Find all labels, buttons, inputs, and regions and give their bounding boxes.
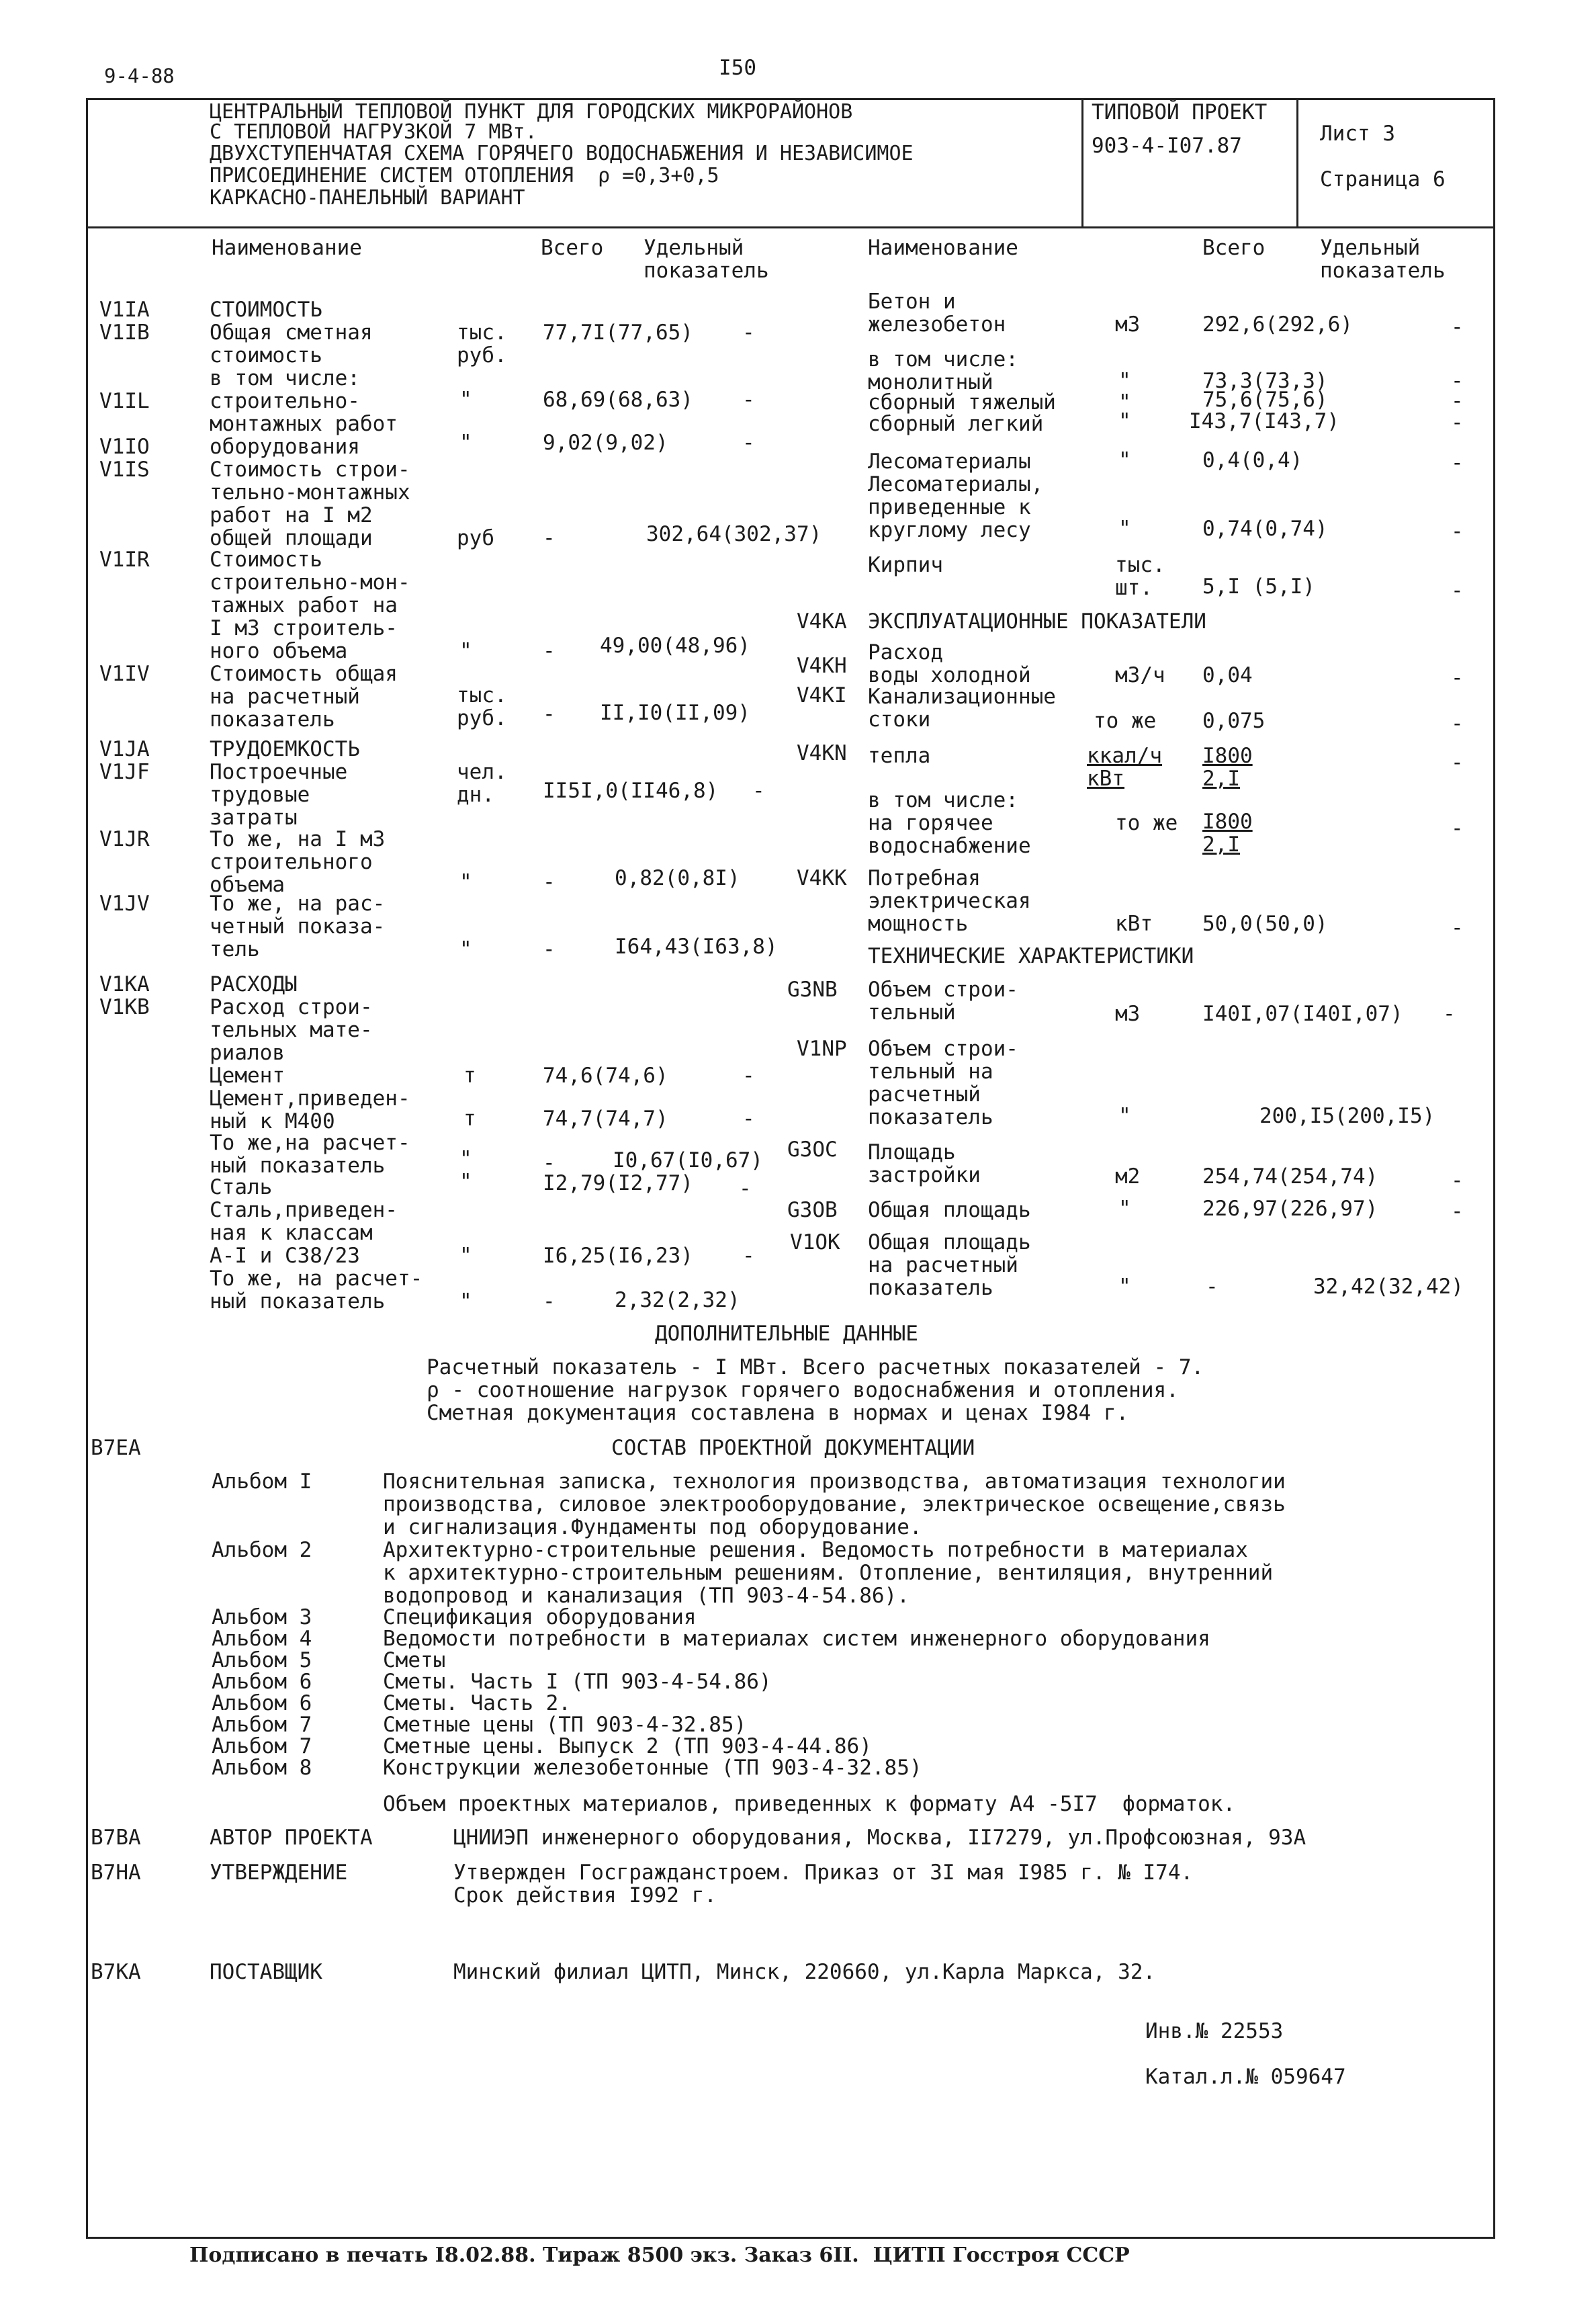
table-row-name: тепла bbox=[868, 744, 931, 768]
table-row-unit: ккал/ч кВт bbox=[1087, 744, 1162, 791]
table-row-total: - bbox=[543, 870, 556, 894]
author-label: АВТОР ПРОЕКТА bbox=[210, 1826, 373, 1850]
table-row-unit: т bbox=[463, 1107, 476, 1131]
list-item-text: Ведомости потребности в материалах систем инженерного оборудования bbox=[383, 1627, 1210, 1651]
list-item-label: Альбом 6 bbox=[212, 1691, 312, 1715]
table-row-specific: I64,43(I63,8) bbox=[615, 935, 778, 959]
title-line-4: ПРИСОЕДИНЕНИЕ СИСТЕМ ОТОПЛЕНИЯ ρ =0,3+0,5 bbox=[210, 164, 719, 187]
table-row-unit: " bbox=[1118, 517, 1131, 541]
table-row-unit: то же bbox=[1094, 709, 1157, 733]
table-row-unit: " bbox=[459, 1170, 472, 1194]
table-row-specific: 2,32(2,32) bbox=[615, 1288, 740, 1312]
list-item-text: Спецификация оборудования bbox=[383, 1605, 697, 1629]
table-row-total: - bbox=[1206, 1275, 1218, 1299]
section-heading-operational: ЭКСПЛУАТАЦИОННЫЕ ПОКАЗАТЕЛИ bbox=[868, 609, 1206, 634]
table-row-code: G3OC bbox=[787, 1138, 838, 1162]
author-code: B7BA bbox=[91, 1826, 141, 1850]
col-right-total: Всего bbox=[1202, 236, 1266, 260]
table-row-total: I2,79(I2,77) bbox=[543, 1171, 693, 1195]
inventory-number: Инв.№ 22553 bbox=[1145, 2019, 1284, 2043]
list-item-label: Альбом 3 bbox=[212, 1605, 312, 1629]
table-row-unit: " bbox=[1118, 448, 1131, 472]
sheet-label: Лист 3 bbox=[1320, 122, 1395, 146]
table-row-unit: " bbox=[1118, 409, 1131, 433]
table-row-total: 0,075 bbox=[1202, 709, 1266, 733]
table-row-code: V1JV bbox=[99, 892, 150, 916]
table-row-unit: тыс. шт. bbox=[1115, 553, 1165, 600]
table-row-total: 0,04 bbox=[1202, 663, 1253, 687]
series-mark: 9-4-88 bbox=[104, 65, 175, 87]
table-row-total: 73,3(73,3) bbox=[1202, 369, 1328, 393]
table-row-specific: - bbox=[1451, 1168, 1464, 1193]
table-row-name: Расход воды холодной bbox=[868, 640, 1031, 687]
table-row-name: ТРУДОЕМКОСТЬ Построечные трудовые затраты bbox=[210, 737, 360, 830]
table-row-total: 9,02(9,02) bbox=[543, 431, 668, 455]
table-row-specific: - bbox=[1451, 666, 1464, 690]
documentation-heading: СОСТАВ ПРОЕКТНОЙ ДОКУМЕНТАЦИИ bbox=[611, 1436, 975, 1460]
table-row-name: Бетон и железобетон bbox=[868, 290, 1006, 337]
table-row-specific: - bbox=[1451, 816, 1464, 841]
documentation-volume: Объем проектных материалов, приведенных к формату А4 -5I7 форматок. bbox=[383, 1792, 1236, 1816]
table-row-total: 50,0(50,0) bbox=[1202, 912, 1328, 936]
table-row-total: I6,25(I6,23) bbox=[543, 1244, 693, 1268]
approval-code: B7HA bbox=[91, 1861, 141, 1885]
table-row-name: Сталь,приведен- ная к классам А-I и С38/23 bbox=[210, 1198, 398, 1268]
table-row-unit: м3/ч bbox=[1115, 663, 1165, 687]
table-row-unit: " bbox=[459, 870, 472, 894]
author-text: ЦНИИЭП инженерного оборудования, Москва, II7279, ул.Профсоюзная, 93А bbox=[453, 1826, 1306, 1850]
table-row-total: 74,6(74,6) bbox=[543, 1064, 668, 1088]
list-item-text: Конструкции железобетонные (ТП 903-4-32.85) bbox=[383, 1756, 922, 1780]
table-row-specific: - bbox=[1451, 519, 1464, 544]
table-row-name: Сталь bbox=[210, 1175, 273, 1199]
table-row-code: V4KN bbox=[797, 741, 847, 765]
table-row-specific: - bbox=[742, 1244, 755, 1268]
table-row-specific: - bbox=[1451, 315, 1464, 339]
list-item-label: Альбом I bbox=[212, 1469, 312, 1494]
table-row-unit: " bbox=[459, 388, 472, 412]
table-row-code: V1IO V1IS bbox=[99, 435, 150, 482]
list-item-text: Архитектурно-строительные решения. Ведомость потребности в материалах к архитектурно-строительным решениям. Отопление, вентиляция, внутренний водопровод и канализация (ТП 903-4-54.86). bbox=[383, 1538, 1274, 1608]
table-row-total: - bbox=[543, 526, 556, 550]
table-row-unit: " bbox=[459, 1147, 472, 1171]
list-item-label: Альбом 7 bbox=[212, 1713, 312, 1737]
table-row-specific: 0,82(0,8I) bbox=[615, 866, 740, 890]
table-row-specific: - bbox=[1451, 751, 1464, 775]
table-row-name: Площадь застройки bbox=[868, 1140, 981, 1187]
table-row-name: строительно- монтажных работ bbox=[210, 389, 398, 436]
approval-label: УТВЕРЖДЕНИЕ bbox=[210, 1861, 348, 1885]
table-row-specific: - bbox=[1451, 579, 1464, 603]
header-vdivider-2 bbox=[1296, 98, 1298, 226]
approval-text: Утвержден Госгражданстроем. Приказ от 3I мая I985 г. № I74. Срок действия I992 г. bbox=[453, 1861, 1194, 1908]
title-line-3: ДВУХСТУПЕНЧАТАЯ СХЕМА ГОРЯЧЕГО ВОДОСНАБЖЕНИЯ И НЕЗАВИСИМОЕ bbox=[210, 142, 914, 165]
additional-line-3: Сметная документация составлена в нормах и ценах I984 г. bbox=[427, 1401, 1129, 1425]
table-row-specific: - bbox=[1451, 712, 1464, 736]
table-row-name: Цемент,приведен- ный к М400 bbox=[210, 1086, 410, 1134]
table-row-name: Общая площадь bbox=[868, 1198, 1031, 1222]
table-row-name: Стоимость строительно-мон- тажных работ на I м3 строитель- ного объема bbox=[210, 548, 410, 663]
table-row-unit: кВт bbox=[1115, 912, 1153, 936]
table-row-total: - bbox=[543, 1151, 556, 1175]
table-row-total: 74,7(74,7) bbox=[543, 1107, 668, 1131]
page-number: I50 bbox=[719, 56, 756, 80]
table-row-code: V1IV bbox=[99, 662, 150, 686]
table-row-specific: - bbox=[1451, 1199, 1464, 1224]
table-row-total: - bbox=[543, 1289, 556, 1314]
table-row-total: 226,97(226,97) bbox=[1202, 1197, 1378, 1221]
table-row-code: V1IL bbox=[99, 389, 150, 413]
table-row-unit: " bbox=[459, 639, 472, 663]
title-line-5: КАРКАСНО-ПАНЕЛЬНЫЙ ВАРИАНТ bbox=[210, 186, 525, 210]
table-row-specific: - bbox=[1451, 916, 1464, 940]
table-row-name: То же, на расчет- ный показатель bbox=[210, 1267, 423, 1314]
table-row-name: То же,на расчет- ный показатель bbox=[210, 1131, 410, 1178]
table-row-name: То же, на I м3 строительного объема bbox=[210, 827, 386, 897]
title-line-1: ЦЕНТРАЛЬНЫЙ ТЕПЛОВОЙ ПУНКТ ДЛЯ ГОРОДСКИХ МИКРОРАЙОНОВ bbox=[210, 100, 853, 124]
table-row-name: в том числе: на горячее водоснабжение bbox=[868, 788, 1031, 858]
table-row-name: Стоимость общая на расчетный показатель bbox=[210, 662, 398, 732]
col-left-total: Всего bbox=[541, 236, 604, 260]
table-row-specific: - bbox=[1451, 369, 1464, 393]
list-item-text: Сметы. Часть 2. bbox=[383, 1691, 571, 1715]
table-row-total: - bbox=[543, 639, 556, 663]
table-row-name: Лесоматериалы bbox=[868, 450, 1031, 474]
table-row-name: Объем строи- тельный на расчетный показатель bbox=[868, 1037, 1018, 1129]
table-row-code: V4KI bbox=[797, 683, 847, 708]
table-row-unit: т bbox=[463, 1064, 476, 1088]
table-row-unit: " bbox=[1118, 1104, 1131, 1128]
table-row-total: 254,74(254,74) bbox=[1202, 1164, 1378, 1189]
table-row-unit: тыс. руб. bbox=[457, 683, 507, 730]
table-row-name: Лесоматериалы, приведенные к круглому лесу bbox=[868, 472, 1044, 542]
table-row-specific: 32,42(32,42) bbox=[1313, 1275, 1464, 1299]
supplier-text: Минский филиал ЦИТП, Минск, 220660, ул.Карла Маркса, 32. bbox=[453, 1960, 1156, 1984]
table-row-code: V1IA V1IB bbox=[99, 298, 150, 345]
table-row-total: 77,7I(77,65) bbox=[543, 320, 693, 345]
table-row-unit: м3 bbox=[1115, 1002, 1141, 1026]
table-row-specific: 200,I5(200,I5) bbox=[1259, 1104, 1435, 1128]
table-row-unit: тыс. руб. bbox=[457, 320, 507, 368]
table-row-code: G3NB bbox=[787, 978, 838, 1002]
table-row-unit: " bbox=[1118, 1197, 1131, 1221]
table-row-specific: - bbox=[752, 779, 765, 803]
table-row-unit: руб bbox=[457, 526, 494, 550]
table-row-code: V4KA bbox=[797, 609, 847, 634]
list-item-text: Сметные цены. Выпуск 2 (ТП 903-4-44.86) bbox=[383, 1734, 872, 1758]
table-row-specific: I0,67(I0,67) bbox=[613, 1148, 763, 1172]
table-row-code: V1JA V1JF bbox=[99, 737, 150, 784]
table-row-name: в том числе: монолитный bbox=[868, 347, 1018, 394]
table-row-total: 292,6(292,6) bbox=[1202, 312, 1353, 337]
table-row-total: 75,6(75,6) bbox=[1202, 388, 1328, 412]
table-row-name: Общая площадь на расчетный показатель bbox=[868, 1230, 1031, 1300]
additional-line-1: Расчетный показатель - I МВт. Всего расчетных показателей - 7. bbox=[427, 1355, 1204, 1379]
table-row-total: I800 2,I bbox=[1202, 810, 1253, 857]
table-row-name: Канализационные стоки bbox=[868, 685, 1056, 732]
table-row-name: РАСХОДЫ Расход строи- тельных мате- риалов bbox=[210, 972, 373, 1065]
table-row-specific: - bbox=[1451, 389, 1464, 413]
table-row-code: G3OB bbox=[787, 1198, 838, 1222]
table-row-code: V1IR bbox=[99, 548, 150, 572]
table-row-unit: м2 bbox=[1115, 1164, 1141, 1189]
table-row-specific: - bbox=[742, 1064, 755, 1088]
additional-line-2: ρ - соотношение нагрузок горячего водоснабжения и отопления. bbox=[427, 1378, 1179, 1402]
section-heading-technical: ТЕХНИЧЕСКИЕ ХАРАКТЕРИСТИКИ bbox=[868, 944, 1194, 968]
print-footer: Подписано в печать I8.02.88. Тираж 8500 экз. Заказ 6II. ЦИТП Госстроя СССР bbox=[189, 2243, 1130, 2267]
table-row-specific: - bbox=[739, 1177, 752, 1201]
list-item-label: Альбом 4 bbox=[212, 1627, 312, 1651]
supplier-label: ПОСТАВЩИК bbox=[210, 1960, 322, 1984]
table-row-total: 0,4(0,4) bbox=[1202, 448, 1303, 472]
table-row-total: I800 2,I bbox=[1202, 744, 1253, 791]
list-item-text: Пояснительная записка, технология производства, автоматизация технологии производства, силовое электрооборудование, электрическое освещение,связь и сигнализация.Фундаменты под оборудование. bbox=[383, 1469, 1286, 1539]
list-item-text: Сметы. Часть I (ТП 903-4-54.86) bbox=[383, 1670, 772, 1694]
table-row-code: V1NP bbox=[797, 1037, 847, 1061]
list-item-label: Альбом 2 bbox=[212, 1538, 312, 1562]
list-item-label: Альбом 7 bbox=[212, 1734, 312, 1758]
table-row-unit: " bbox=[459, 937, 472, 961]
table-row-total: 5,I (5,I) bbox=[1202, 574, 1315, 599]
table-row-code: V1KA V1KB bbox=[99, 972, 150, 1019]
list-item-label: Альбом 8 bbox=[212, 1756, 312, 1780]
col-left-specific: Удельный показатель bbox=[644, 236, 769, 283]
table-row-specific: - bbox=[1451, 451, 1464, 475]
project-number: 903-4-I07.87 bbox=[1092, 134, 1242, 158]
table-row-name: сборный легкий bbox=[868, 412, 1044, 436]
table-row-name: СТОИМОСТЬ Общая сметная стоимость в том числе: bbox=[210, 298, 373, 390]
table-row-specific: - bbox=[1451, 411, 1464, 435]
table-row-specific: II,I0(II,09) bbox=[600, 701, 750, 725]
table-row-name: Кирпич bbox=[868, 553, 943, 577]
table-row-total: - bbox=[543, 937, 556, 961]
table-row-name: Объем строи- тельный bbox=[868, 978, 1018, 1025]
table-row-total: - bbox=[543, 702, 556, 726]
documentation-code: B7EA bbox=[91, 1436, 141, 1460]
table-row-total: 68,69(68,63) bbox=[543, 388, 693, 412]
table-row-name: Цемент bbox=[210, 1064, 285, 1088]
table-row-unit: " bbox=[1118, 369, 1131, 393]
table-row-unit: чел. дн. bbox=[457, 760, 507, 807]
table-row-unit: м3 bbox=[1115, 312, 1141, 337]
table-row-specific: 49,00(48,96) bbox=[600, 634, 750, 658]
table-row-code: V1JR bbox=[99, 827, 150, 851]
col-right-name: Наименование bbox=[868, 236, 1018, 260]
table-row-total: II5I,0(II46,8) bbox=[543, 779, 719, 803]
list-item-label: Альбом 5 bbox=[212, 1648, 312, 1672]
table-row-code: V4KH bbox=[797, 654, 847, 678]
table-row-unit: " bbox=[459, 1289, 472, 1314]
additional-heading: ДОПОЛНИТЕЛЬНЫЕ ДАННЫЕ bbox=[655, 1322, 918, 1346]
table-row-code: V4KK bbox=[797, 866, 847, 890]
table-row-code: V1OK bbox=[790, 1230, 840, 1254]
table-row-name: То же, на рас- четный показа- тель bbox=[210, 892, 386, 961]
table-row-total: I40I,07(I40I,07) bbox=[1202, 1002, 1403, 1026]
list-item-text: Сметные цены (ТП 903-4-32.85) bbox=[383, 1713, 747, 1737]
table-row-specific: - bbox=[742, 388, 755, 412]
title-line-2: С ТЕПЛОВОЙ НАГРУЗКОЙ 7 МВт. bbox=[210, 120, 537, 144]
table-row-specific: 302,64(302,37) bbox=[646, 522, 822, 546]
table-row-unit: " bbox=[459, 431, 472, 455]
table-row-total: I43,7(I43,7) bbox=[1189, 409, 1339, 433]
list-item-text: Сметы bbox=[383, 1648, 446, 1672]
table-row-name: оборудования Стоимость строи- тельно-монтажных работ на I м2 общей площади bbox=[210, 435, 410, 550]
table-row-specific: - bbox=[1443, 1002, 1456, 1026]
table-row-unit: " bbox=[1118, 390, 1131, 415]
list-item-label: Альбом 6 bbox=[212, 1670, 312, 1694]
table-row-unit: то же bbox=[1115, 811, 1178, 835]
page-label: Страница 6 bbox=[1320, 167, 1446, 191]
header-divider bbox=[86, 226, 1493, 228]
table-row-specific: - bbox=[742, 1107, 755, 1131]
table-row-name: Потребная электрическая мощность bbox=[868, 866, 1031, 936]
supplier-code: B7KA bbox=[91, 1960, 141, 1984]
catalog-number: Катал.л.№ 059647 bbox=[1145, 2065, 1346, 2089]
table-row-unit: " bbox=[459, 1244, 472, 1268]
table-row-unit: " bbox=[1118, 1275, 1131, 1299]
header-vdivider-1 bbox=[1081, 98, 1083, 226]
col-left-name: Наименование bbox=[212, 236, 362, 260]
project-label: ТИПОВОЙ ПРОЕКТ bbox=[1092, 100, 1268, 124]
col-right-specific: Удельный показатель bbox=[1320, 236, 1446, 283]
table-row-name: сборный тяжелый bbox=[868, 390, 1056, 415]
table-row-specific: - bbox=[742, 431, 755, 455]
table-row-total: 0,74(0,74) bbox=[1202, 517, 1328, 541]
table-row-specific: - bbox=[742, 320, 755, 345]
